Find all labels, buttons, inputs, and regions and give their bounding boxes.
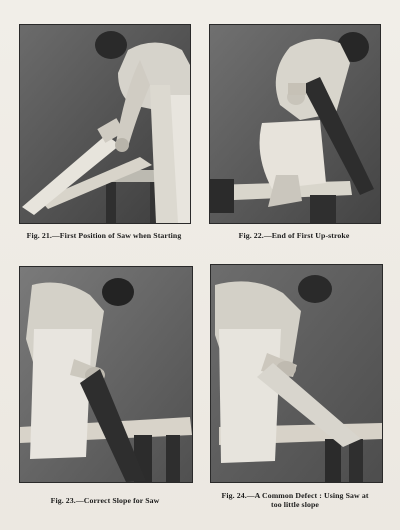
figure-24-caption-line-2: too little slope bbox=[271, 500, 319, 509]
carpenter-correct-saw-slope-illustration bbox=[20, 267, 192, 482]
figure-21-photo bbox=[19, 24, 191, 224]
carpenter-low-saw-slope-illustration bbox=[211, 265, 382, 482]
figure-22-photo bbox=[209, 24, 381, 224]
carpenter-starting-saw-cut-illustration bbox=[20, 25, 190, 223]
figure-21-caption: Fig. 21.—First Position of Saw when Starting bbox=[26, 231, 182, 240]
figure-23-photo bbox=[19, 266, 193, 483]
figure-24-caption-line-1: Fig. 24.—A Common Defect : Using Saw at bbox=[221, 491, 369, 500]
figure-22-caption: Fig. 22.—End of First Up-stroke bbox=[238, 231, 350, 240]
figure-23-caption: Fig. 23.—Correct Slope for Saw bbox=[50, 496, 160, 505]
figure-24-photo bbox=[210, 264, 383, 483]
carpenter-up-stroke-illustration bbox=[210, 25, 380, 223]
